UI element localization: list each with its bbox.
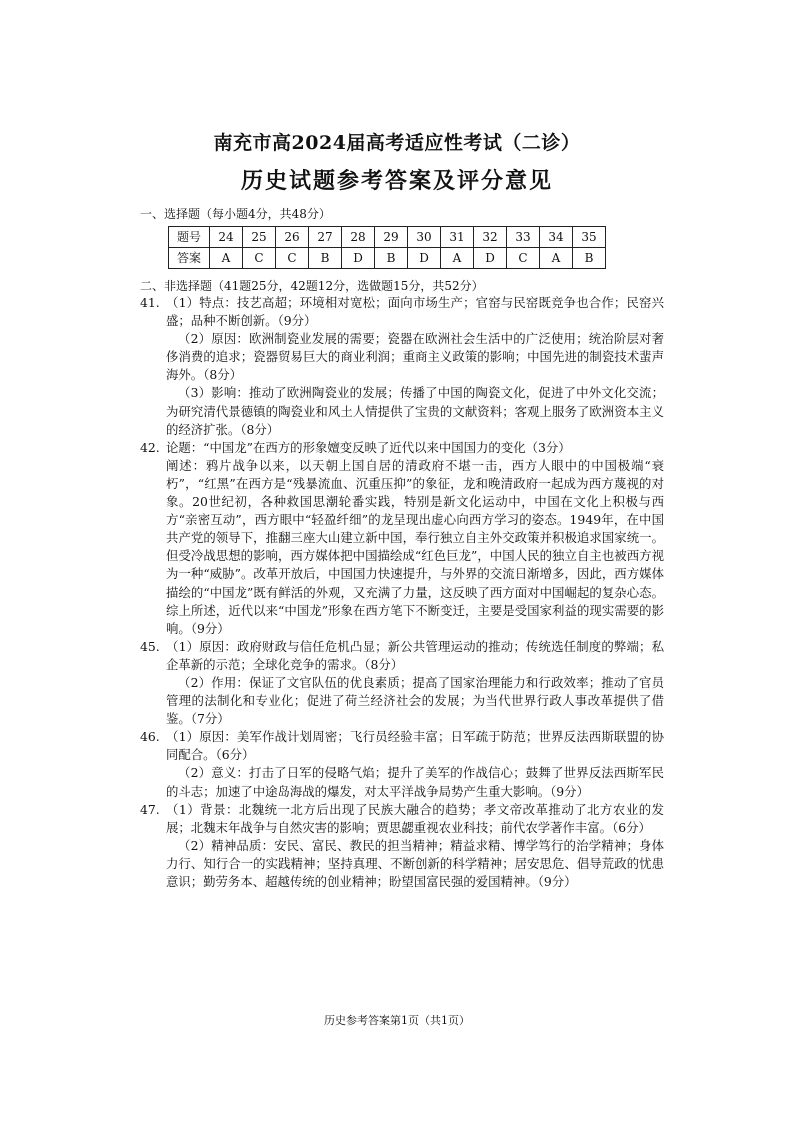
- answer-cell: C: [507, 248, 540, 269]
- question-number-label: 41.: [140, 295, 160, 310]
- question-number-label: 45.: [140, 638, 160, 654]
- answer-paragraph: （1）特点：技艺高超；环境相对宽松；面向市场生产；官窑与民窑既竞争也合作；民窑兴盛；品种不断创新。（9分）: [166, 295, 664, 329]
- section2-heading: 二、非选择题（41题25分，42题12分，选做题15分，共52分）: [140, 279, 484, 293]
- answer-paragraph: 论题：“中国龙”在西方的形象嬗变反映了近代以来中国国力的变化（3分）: [166, 439, 571, 455]
- question-number: 35: [573, 227, 606, 248]
- section1-heading: 一、选择题（每小题4分，共48分）: [140, 207, 331, 221]
- question-number-row: [169, 227, 606, 248]
- answer-paragraph: （2）意义：打击了日军的侵略气焰；提升了美军的作战信心；鼓舞了世界反法西斯军民的斗志；加速了中途岛海战的爆发，对太平洋战争局势产生重大影响。（9分）: [166, 765, 664, 799]
- question-number: 27: [309, 227, 342, 248]
- answer-cell: B: [573, 248, 606, 269]
- question-number: 28: [342, 227, 375, 248]
- answer-paragraph: 阐述：鸦片战争以来，以天朝上国自居的清政府不堪一击，西方人眼中的中国极端“衰朽”，“红黑”在西方是“残暴流血、沉重压抑”的象征，龙和晚清政府一起成为西方蔑视的对象。20世纪初，各种救国思潮轮番实践，特别是新文化运动中，中国在文化上积极与西方“亲密互动”，西方眼中“轻盈纤细”的龙呈现出虚心向西方学习的姿态。1949年，在中国共产党的领导下，推翻三座大山建立新中国，奉行独立自主外交政策并积极追求国家统一。但受冷战思想的影响，西方媒体把中国描绘成“红色巨龙”，中国人民的独立自主也被西方视为一种“威胁”。改革开放后，中国国力快速提升，与外界的交流日渐增多，因此，西方媒体描绘的“中国龙”既有鲜活的外观，又充满了力量，这反映了西方面对中国崛起的复杂心态。综上所述，近代以来“中国龙”形象在西方笔下不断变迁，主要是受国家利益的现实需要的影响。（9分）: [166, 457, 664, 636]
- answers-body: [140, 294, 664, 891]
- exam-subtitle: 历史试题参考答案及评分意见: [240, 168, 553, 194]
- answer-cell: A: [210, 248, 243, 269]
- question-number-label: 42.: [140, 439, 160, 455]
- question-number: 29: [375, 227, 408, 248]
- answer-paragraph: （2）原因：欧洲制瓷业发展的需要；瓷器在欧洲社会生活中的广泛使用；统治阶层对奢侈消费的追求；瓷器贸易巨大的商业利润；重商主义政策的影响；中国先进的制瓷技术蜚声海外。（8分）: [166, 331, 664, 383]
- exam-title: 南充市高2024届高考适应性考试（二诊）: [213, 132, 581, 154]
- answer-cell: A: [540, 248, 573, 269]
- question-45: [140, 638, 664, 728]
- question-number: 24: [210, 227, 243, 248]
- question-number: 33: [507, 227, 540, 248]
- answer-paragraph: （1）原因：政府财政与信任危机凸显；新公共管理运动的推动；传统选任制度的弊端；私企革新的示范；全球化竞争的需求。（8分）: [166, 638, 664, 672]
- answer-paragraph: （1）背景：北魏统一北方后出现了民族大融合的趋势；孝文帝改革推动了北方农业的发展；北魏末年战争与自然灾害的影响；贾思勰重视农业科技；前代农学著作丰富。（6分）: [166, 801, 664, 835]
- question-46: [140, 728, 664, 800]
- answer-paragraph: （2）作用：保证了文官队伍的优良素质；提高了国家治理能力和行政效率；推动了官员管理的法制化和专业化；促进了荷兰经济社会的发展；为当代世界行政人事改革提供了借鉴。（7分）: [166, 674, 664, 727]
- question-number: 25: [243, 227, 276, 248]
- question-47: [140, 801, 664, 891]
- question-number-label: 47.: [140, 801, 160, 817]
- question-number: 32: [474, 227, 507, 248]
- answer-cell: C: [243, 248, 276, 269]
- answer-paragraph: （2）精神品质：安民、富民、教民的担当精神；精益求精、博学笃行的治学精神；身体力行、知行合一的实践精神；坚持真理、不断创新的科学精神；居安思危、倡导荒政的忧患意识；勤劳务本、超越传统的创业精神；盼望国富民强的爱国精神。（9分）: [166, 837, 664, 889]
- answer-paragraph: （3）影响：推动了欧洲陶瓷业的发展；传播了中国的陶瓷文化，促进了中外文化交流；为研究清代景德镇的陶瓷业和风土人情提供了宝贵的文献资料；客观上服务了欧洲资本主义的经济扩张。（8分）: [166, 385, 664, 437]
- question-number: 26: [276, 227, 309, 248]
- answer-cell: B: [309, 248, 342, 269]
- answer-cell: D: [474, 248, 507, 269]
- question-number: 34: [540, 227, 573, 248]
- question-41: [140, 294, 664, 439]
- answer-cell: D: [408, 248, 441, 269]
- page-footer: 历史参考答案第1页（共1页）: [324, 1014, 470, 1027]
- answer-cell: D: [342, 248, 375, 269]
- answer-paragraph: （1）原因：美军作战计划周密；飞行员经验丰富；日军疏于防范；世界反法西斯联盟的协同配合。（6分）: [166, 729, 664, 763]
- question-number: 31: [441, 227, 474, 248]
- answer-cell: C: [276, 248, 309, 269]
- answer-row: [169, 248, 606, 269]
- question-number-label: 46.: [140, 729, 160, 745]
- question-number: 30: [408, 227, 441, 248]
- answer-table: [168, 226, 606, 269]
- question-42: [140, 439, 664, 638]
- answer-cell: B: [375, 248, 408, 269]
- row-label-question: 题号: [169, 227, 210, 248]
- answer-cell: A: [441, 248, 474, 269]
- row-label-answer: 答案: [169, 248, 210, 269]
